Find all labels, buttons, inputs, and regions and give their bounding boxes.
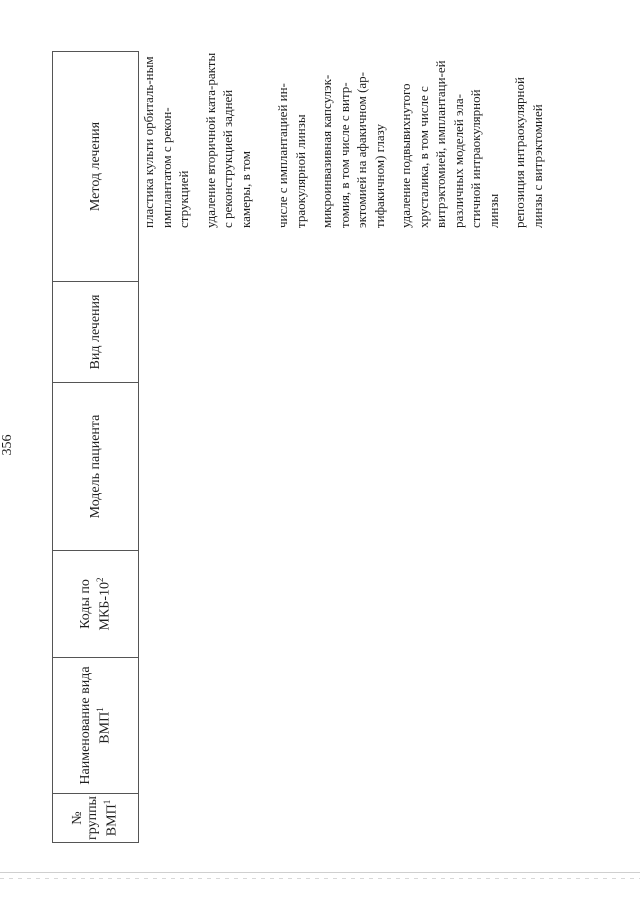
header-treatment-type: [52, 282, 138, 382]
method-item: числе с имплантацией ин-траокулярной линзы: [275, 83, 308, 228]
header-treatment-method: [52, 52, 138, 281]
header-group-no: [52, 794, 138, 842]
header-treatment-method-text: Метод лечения: [87, 121, 103, 212]
method-item: микроинвазивная капсулэк-томия, в том числе с витр-эктомией на афакичном (ар-тифакичном) глазу: [319, 71, 387, 228]
header-codes: [52, 551, 138, 657]
method-item: пластика культи орбиталь-ным имплантатом с рекон-струкцией: [141, 56, 191, 228]
scan-footer-line: [0, 872, 640, 873]
header-group-no-sup: 1: [102, 799, 113, 805]
header-bottom-border: [138, 51, 139, 843]
header-patient-model: [52, 383, 138, 550]
method-item: удаление подвывихнутого хрусталика, в том числе с витрэктомией, имплантаци-ей различных моделей эла-стичной интраокулярной линзы: [398, 60, 501, 228]
table-left-border: [52, 842, 138, 843]
treatment-method-list: [140, 52, 555, 228]
method-item: репозиция интраокулярной линзы с витрэктомией: [512, 77, 545, 228]
header-vmp-name: [52, 658, 138, 793]
header-codes-sup: 2: [94, 577, 105, 582]
scan-footer-dots: [0, 878, 640, 879]
method-item: удаление вторичной ката-ракты с реконструкцией задней камеры, в том: [202, 52, 253, 228]
header-vmp-name-sup: 1: [94, 707, 105, 712]
header-patient-model-text: Модель пациента: [87, 414, 103, 519]
header-codes-text: Коды по МКБ-10: [77, 579, 113, 631]
header-group-no-text: № группы ВМП: [70, 796, 120, 840]
page-number: 356: [0, 434, 15, 456]
header-treatment-type-text: Вид лечения: [87, 294, 103, 370]
header-vmp-name-text: Наименование вида ВМП: [77, 666, 113, 785]
